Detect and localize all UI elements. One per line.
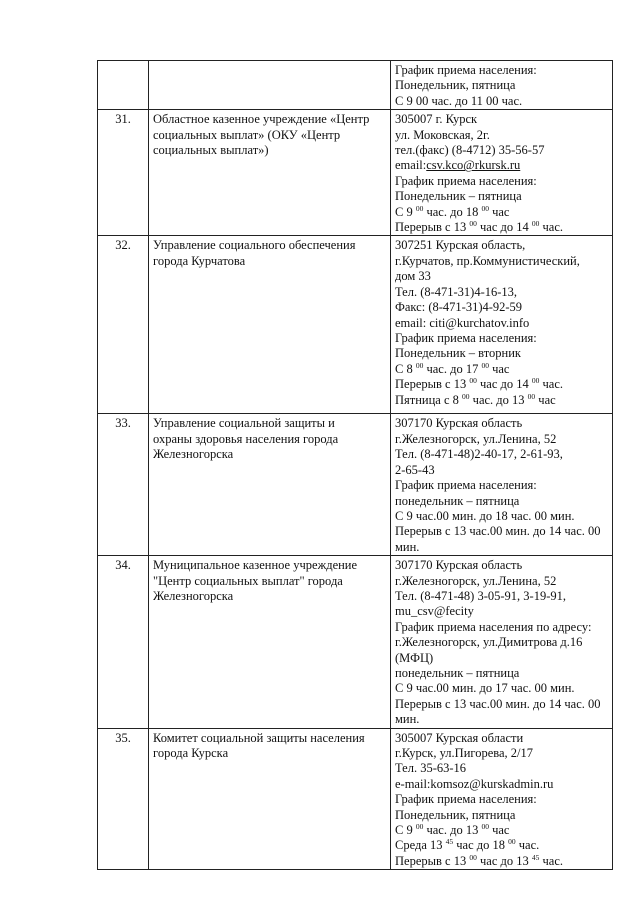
text-fragment: С 9 00 час. до 11 00 час.: [395, 93, 523, 108]
table-row: [98, 236, 613, 414]
table-row: [98, 110, 613, 236]
text-fragment: мин.: [395, 539, 420, 554]
address-line: [395, 316, 608, 331]
table-row: [98, 728, 613, 870]
address-line: [395, 589, 608, 604]
address-line: [395, 574, 608, 589]
text-fragment: 2-65-43: [395, 462, 435, 477]
address-line: [395, 128, 608, 143]
text-fragment: График приема населения по адресу:: [395, 619, 592, 634]
text-fragment: час: [488, 204, 510, 219]
text-fragment: час. до 13: [423, 823, 482, 838]
text-fragment: 305007 Курская области: [395, 730, 524, 745]
address-line: [395, 205, 608, 220]
address-line: [395, 300, 608, 315]
text-fragment: г.Курск, ул.Пигорева, 2/17: [395, 746, 534, 760]
organization-name-line: "Центр социальных выплат" города: [153, 573, 343, 588]
text-fragment: час. до 13: [469, 392, 528, 407]
address-line: [395, 558, 608, 573]
superscript-minutes: 00: [527, 391, 536, 401]
text-fragment: График приема населения:: [395, 63, 537, 77]
text-fragment: час до 14: [476, 377, 532, 392]
address-line: [395, 681, 608, 696]
organization-cell: [149, 414, 391, 556]
superscript-minutes: 00: [531, 376, 540, 386]
text-fragment: График приема населения:: [395, 173, 537, 188]
organization-cell: [149, 556, 391, 728]
text-fragment: Тел. (8-471-48)2-40-17, 2-61-93,: [395, 447, 563, 462]
organization-name-line: социальных выплат»): [153, 143, 269, 158]
text-fragment: e-mail:komsoz@kurskadmin.ru: [395, 776, 554, 791]
address-schedule-cell: [391, 110, 613, 236]
text-fragment: Перерыв с 13: [395, 220, 470, 235]
row-number: 34.: [98, 556, 149, 728]
address-line: [395, 494, 608, 509]
text-fragment: понедельник – пятница: [395, 665, 520, 680]
text-fragment: тел.(факс) (8-4712) 35-56-57: [395, 143, 545, 158]
text-fragment: час.: [539, 377, 563, 392]
superscript-minutes: 00: [481, 203, 489, 213]
text-fragment: г.Курчатов, пр.Коммунистический,: [395, 253, 580, 268]
text-fragment: Перерыв с 13: [395, 853, 470, 868]
address-line: [395, 346, 608, 361]
organization-name-line: охраны здоровья населения города: [153, 431, 339, 446]
address-line: [395, 604, 608, 619]
text-fragment: час. до 17: [423, 361, 482, 376]
text-fragment: час до 13: [476, 853, 532, 868]
address-line: [395, 112, 608, 127]
text-fragment: час до 14: [476, 220, 532, 235]
text-fragment: час: [488, 823, 510, 838]
text-fragment: Понедельник, пятница: [395, 78, 516, 93]
address-line: [395, 220, 608, 235]
text-fragment: Факс: (8-471-31)4-92-59: [395, 300, 523, 315]
address-line: [395, 823, 608, 838]
text-fragment: С 9 час.00 мин. до 17 час. 00 мин.: [395, 681, 575, 696]
superscript-minutes: 00: [469, 376, 477, 386]
address-line: [395, 285, 608, 300]
address-line: [395, 238, 608, 253]
address-line: [395, 697, 608, 712]
organization-name-line: Железногорска: [153, 588, 234, 603]
address-line: [395, 761, 608, 776]
text-fragment: С 9: [395, 204, 416, 219]
address-line: [395, 377, 608, 392]
text-fragment: час: [535, 392, 556, 407]
text-fragment: Тел. (8-471-31)4-16-13,: [395, 284, 518, 299]
address-line: [395, 651, 608, 666]
address-line: [395, 509, 608, 524]
text-fragment: час до 18: [453, 838, 509, 853]
address-line: [395, 666, 608, 681]
address-line: [395, 731, 608, 746]
superscript-minutes: 00: [415, 360, 424, 370]
text-fragment: 307251 Курская область,: [395, 238, 526, 253]
text-fragment: Среда 13: [395, 838, 446, 853]
address-line: [395, 524, 608, 539]
address-line: [395, 158, 608, 173]
table-row: [98, 414, 613, 556]
superscript-minutes: 00: [531, 219, 540, 229]
organization-cell: [149, 728, 391, 870]
organization-name-line: города Курчатова: [153, 253, 246, 268]
organization-cell: [149, 110, 391, 236]
address-schedule-cell: [391, 556, 613, 728]
address-line: [395, 63, 608, 78]
text-fragment: г.Железногорск, ул.Ленина, 52: [395, 573, 557, 588]
text-fragment: час: [488, 361, 510, 376]
address-line: [395, 838, 608, 853]
address-line: [395, 143, 608, 158]
superscript-minutes: 45: [531, 852, 540, 862]
address-line: [395, 777, 608, 792]
row-number: 31.: [98, 110, 149, 236]
address-line: [395, 447, 608, 462]
row-number: [98, 61, 149, 110]
email-link[interactable]: csv.kco@rkursk.ru: [426, 158, 521, 173]
text-fragment: Перерыв с 13 час.00 мин. до 14 час. 00: [395, 696, 601, 711]
text-fragment: 305007 г. Курск: [395, 112, 478, 127]
organization-cell: [149, 236, 391, 414]
address-line: [395, 362, 608, 377]
address-line: [395, 478, 608, 493]
text-fragment: час.: [539, 853, 563, 868]
contacts-table: [97, 60, 613, 870]
address-line: [395, 78, 608, 93]
superscript-minutes: 00: [469, 852, 477, 862]
text-fragment: Перерыв с 13: [395, 377, 470, 392]
text-fragment: час.: [515, 838, 540, 853]
address-line: [395, 432, 608, 447]
text-fragment: График приема населения:: [395, 478, 537, 493]
organization-cell: [149, 61, 391, 110]
superscript-minutes: 45: [445, 837, 454, 847]
text-fragment: Тел. 35-63-16: [395, 761, 467, 776]
text-fragment: График приема населения:: [395, 792, 537, 807]
address-line: [395, 808, 608, 823]
row-number: 33.: [98, 414, 149, 556]
superscript-minutes: 00: [415, 822, 424, 832]
text-fragment: г.Железногорск, ул.Димитрова д.16: [395, 635, 583, 650]
organization-name-line: Муниципальное казенное учреждение: [153, 558, 358, 573]
superscript-minutes: 00: [508, 837, 516, 847]
address-line: [395, 94, 608, 109]
superscript-minutes: 00: [481, 360, 489, 370]
text-fragment: мин.: [395, 712, 420, 727]
organization-name-line: социальных выплат» (ОКУ «Центр: [153, 127, 341, 142]
table-row: [98, 61, 613, 110]
address-line: [395, 269, 608, 284]
address-schedule-cell: [391, 61, 613, 110]
row-number: 35.: [98, 728, 149, 870]
text-fragment: Пятница с 8: [395, 392, 463, 407]
address-line: [395, 463, 608, 478]
organization-name-line: Управление социального обеспечения: [153, 238, 356, 253]
text-fragment: email: citi@kurchatov.info: [395, 315, 530, 330]
address-line: [395, 854, 608, 869]
organization-name-line: города Курска: [153, 746, 229, 760]
text-fragment: Тел. (8-471-48) 3-05-91, 3-19-91,: [395, 588, 566, 603]
text-fragment: С 9: [395, 823, 416, 838]
text-fragment: час.: [539, 220, 563, 235]
row-number: 32.: [98, 236, 149, 414]
superscript-minutes: 00: [481, 822, 489, 832]
text-fragment: 307170 Курская область: [395, 416, 523, 431]
text-fragment: ул. Моковская, 2г.: [395, 127, 490, 142]
superscript-minutes: 00: [462, 391, 470, 401]
superscript-minutes: 00: [415, 203, 424, 213]
text-fragment: 307170 Курская область: [395, 558, 523, 573]
address-line: [395, 792, 608, 807]
address-line: [395, 174, 608, 189]
address-line: [395, 712, 608, 727]
text-fragment: понедельник – пятница: [395, 493, 520, 508]
address-line: [395, 540, 608, 555]
organization-name-line: Комитет социальной защиты населения: [153, 730, 365, 745]
text-fragment: Понедельник – пятница: [395, 189, 522, 204]
address-schedule-cell: [391, 728, 613, 870]
text-fragment: дом 33: [395, 269, 431, 284]
address-line: [395, 189, 608, 204]
text-fragment: С 9 час.00 мин. до 18 час. 00 мин.: [395, 508, 575, 523]
address-line: [395, 393, 608, 408]
address-schedule-cell: [391, 414, 613, 556]
address-line: [395, 416, 608, 431]
text-fragment: Понедельник – вторник: [395, 346, 521, 361]
text-fragment: С 8: [395, 361, 416, 376]
organization-name-line: Областное казенное учреждение «Центр: [153, 112, 370, 127]
table-body: [98, 61, 613, 870]
address-line: [395, 331, 608, 346]
address-schedule-cell: [391, 236, 613, 414]
text-fragment: Перерыв с 13 час.00 мин. до 14 час. 00: [395, 524, 601, 539]
text-fragment: (МФЦ): [395, 650, 434, 665]
text-fragment: г.Железногорск, ул.Ленина, 52: [395, 431, 557, 446]
organization-name-line: Железногорска: [153, 447, 234, 462]
text-fragment: Понедельник, пятница: [395, 807, 516, 822]
address-line: [395, 635, 608, 650]
address-line: [395, 620, 608, 635]
text-fragment: mu_csv@fecity: [395, 604, 474, 619]
superscript-minutes: 00: [469, 219, 477, 229]
text-fragment: email:: [395, 158, 427, 173]
text-fragment: час. до 18: [423, 204, 482, 219]
address-line: [395, 746, 608, 761]
organization-name-line: Управление социальной защиты и: [153, 416, 335, 431]
table-row: [98, 556, 613, 728]
address-line: [395, 254, 608, 269]
text-fragment: График приема населения:: [395, 330, 537, 345]
